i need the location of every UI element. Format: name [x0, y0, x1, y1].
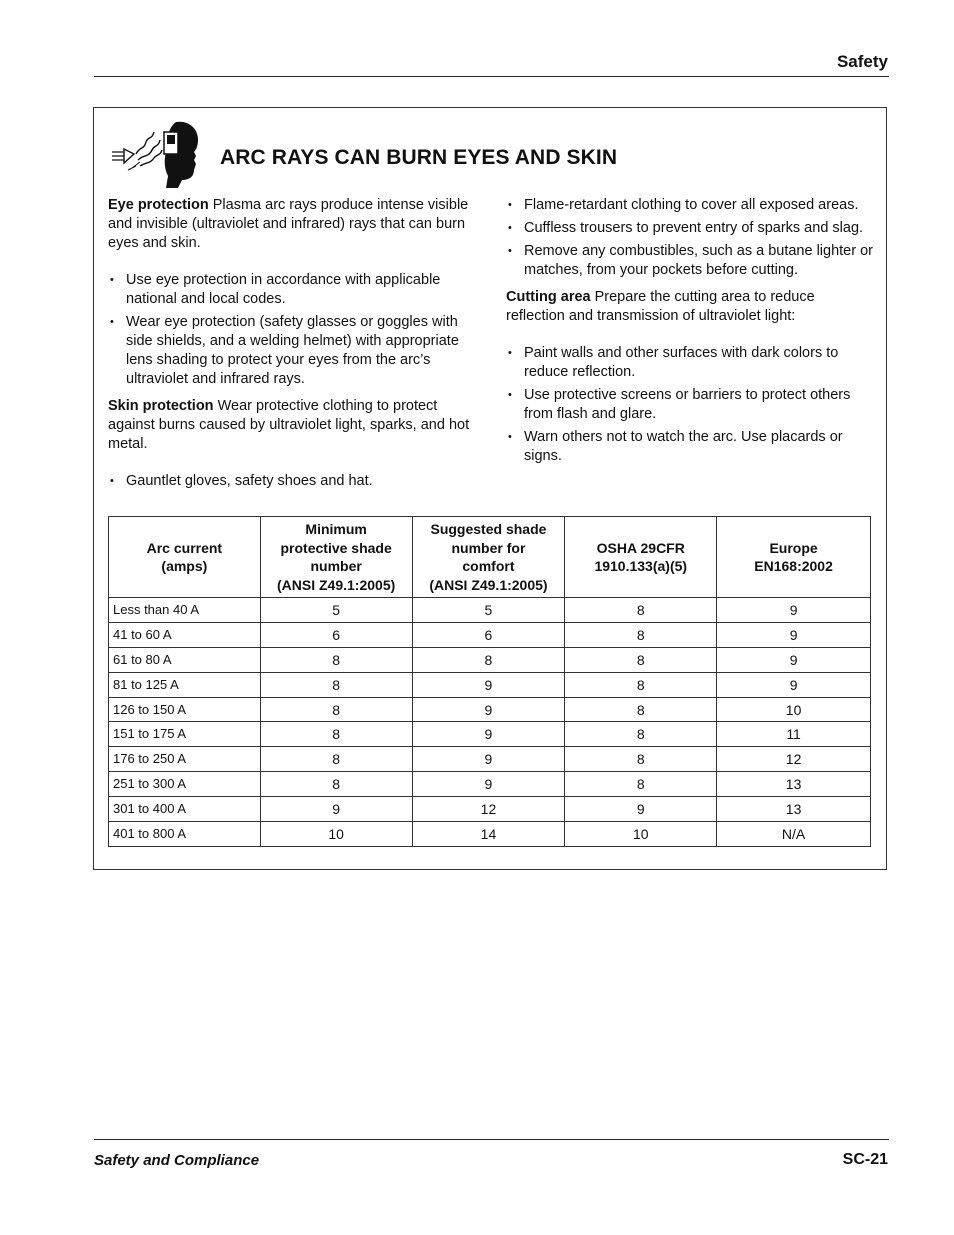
arc-current-cell: 251 to 300 A [109, 772, 261, 797]
eye-protection-text: Plasma arc rays produce intense visible and invisible (ultraviolet and infrared) rays that can burn eyes and skin. [108, 197, 469, 251]
shade-value-cell: 8 [565, 647, 717, 672]
header-rule [94, 76, 889, 77]
section-title: Safety [836, 52, 888, 71]
table-header-row [109, 517, 871, 598]
cutting-area-list [506, 344, 876, 466]
footer-doc-title: Safety and Compliance [94, 1152, 260, 1169]
shade-value-cell: 9 [260, 797, 412, 822]
shade-value-cell: 11 [717, 722, 871, 747]
list-item: • Flame-retardant clothing to cover all exposed areas. [506, 196, 876, 215]
column-header-line: number for [451, 539, 526, 556]
arc-current-cell: 61 to 80 A [109, 647, 261, 672]
shade-value-cell: 8 [260, 722, 412, 747]
eye-protection-lead: Eye protection [108, 197, 209, 213]
table-row [109, 797, 871, 822]
shade-value-cell: 14 [412, 822, 565, 847]
shade-value-cell: 8 [565, 722, 717, 747]
shade-value-cell: 8 [565, 598, 717, 623]
arc-current-cell: 401 to 800 A [109, 822, 261, 847]
column-header-line: Suggested shade [430, 521, 547, 537]
column-header-line: Minimum [305, 521, 367, 537]
column-header-line: (ANSI Z49.1:2005) [277, 576, 396, 593]
column-header-line: 1910.133(a)(5) [594, 558, 688, 574]
column-header-line: (ANSI Z49.1:2005) [429, 576, 548, 593]
shade-value-cell: 12 [412, 797, 565, 822]
table-row [109, 672, 871, 697]
shade-value-cell: 9 [412, 697, 565, 722]
arc-current-cell: 301 to 400 A [109, 797, 261, 822]
shade-value-cell: 9 [565, 797, 717, 822]
list-item: • Wear eye protection (safety glasses or goggles with side shields, and a welding helmet) with appropriate lens shading to protect your eyes from the arc’s ultraviolet and infrared rays. [108, 313, 478, 389]
column-header [412, 517, 565, 598]
shade-value-cell: 8 [260, 697, 412, 722]
table-row [109, 747, 871, 772]
column-header-line: Arc current [146, 539, 223, 556]
column-header [565, 517, 717, 598]
arc-current-cell: 151 to 175 A [109, 722, 261, 747]
shade-value-cell: 13 [717, 797, 871, 822]
eye-protection-list [108, 271, 478, 389]
shade-value-cell: 5 [412, 598, 565, 623]
shade-value-cell: 13 [717, 772, 871, 797]
shade-number-table [108, 516, 871, 847]
shade-value-cell: 8 [260, 672, 412, 697]
cutting-area-paragraph [506, 288, 876, 326]
shade-value-cell: 6 [412, 622, 565, 647]
arc-current-cell: 126 to 150 A [109, 697, 261, 722]
column-header-line: number [310, 558, 362, 574]
shade-value-cell: 10 [260, 822, 412, 847]
arc-current-cell: 81 to 125 A [109, 672, 261, 697]
table-body [109, 598, 871, 847]
shade-value-cell: 8 [260, 747, 412, 772]
column-header-line: comfort [462, 558, 515, 574]
shade-value-cell: 10 [717, 697, 871, 722]
column-header-line: EN168:2002 [754, 558, 833, 574]
footer-rule [94, 1139, 889, 1140]
shade-value-cell: 8 [565, 747, 717, 772]
list-item: • Gauntlet gloves, safety shoes and hat. [108, 472, 478, 491]
warning-title: ARC RAYS CAN BURN EYES AND SKIN [220, 146, 618, 169]
cutting-area-lead: Cutting area [506, 289, 591, 305]
shade-value-cell: 12 [717, 747, 871, 772]
table-row [109, 647, 871, 672]
left-column [108, 196, 478, 499]
list-item: • Remove any combustibles, such as a butane lighter or matches, from your pockets before cutting. [506, 242, 876, 280]
skin-protection-text: Wear protective clothing to protect against burns caused by ultraviolet light, sparks, and hot metal. [108, 398, 470, 452]
list-item: • Use protective screens or barriers to protect others from flash and glare. [506, 386, 876, 424]
shade-value-cell: 9 [717, 598, 871, 623]
column-header-line: (amps) [161, 558, 208, 574]
shade-value-cell: 9 [412, 672, 565, 697]
list-item: • Paint walls and other surfaces with dark colors to reduce reflection. [506, 344, 876, 382]
list-item: • Warn others not to watch the arc. Use placards or signs. [506, 428, 876, 466]
shade-value-cell: 8 [565, 772, 717, 797]
shade-value-cell: 10 [565, 822, 717, 847]
shade-value-cell: 5 [260, 598, 412, 623]
shade-value-cell: 8 [412, 647, 565, 672]
arc-current-cell: Less than 40 A [109, 598, 261, 623]
eye-protection-paragraph [108, 196, 478, 253]
shade-value-cell: 8 [565, 672, 717, 697]
column-header [109, 517, 261, 598]
shade-value-cell: 8 [260, 647, 412, 672]
list-item: • Use eye protection in accordance with applicable national and local codes. [108, 271, 478, 309]
shade-value-cell: 9 [717, 647, 871, 672]
table-row [109, 697, 871, 722]
shade-value-cell: 9 [717, 622, 871, 647]
shade-value-cell: 9 [412, 722, 565, 747]
cutting-area-text: Prepare the cutting area to reduce reflection and transmission of ultraviolet light: [506, 289, 815, 324]
table-row [109, 822, 871, 847]
clothing-list [506, 196, 876, 280]
column-header-line: Europe [769, 539, 818, 556]
warning-box [93, 107, 887, 870]
shade-value-cell: 9 [412, 772, 565, 797]
skin-protection-lead: Skin protection [108, 398, 214, 414]
shade-value-cell: N/A [717, 822, 871, 847]
shade-value-cell: 9 [412, 747, 565, 772]
column-header-line: OSHA 29CFR [596, 539, 685, 556]
skin-protection-list [108, 472, 478, 491]
list-item: • Cuffless trousers to prevent entry of sparks and slag. [506, 219, 876, 238]
table-row [109, 598, 871, 623]
shade-value-cell: 8 [260, 772, 412, 797]
table-row [109, 772, 871, 797]
welding-helmet-arc-icon [110, 116, 202, 188]
page-number: SC-21 [842, 1151, 888, 1168]
table-row [109, 722, 871, 747]
skin-protection-paragraph [108, 397, 478, 454]
arc-current-cell: 41 to 60 A [109, 622, 261, 647]
column-header-line: protective shade [280, 539, 392, 556]
shade-value-cell: 8 [565, 697, 717, 722]
right-column [506, 196, 876, 474]
table-row [109, 622, 871, 647]
column-header [717, 517, 871, 598]
column-header [260, 517, 412, 598]
shade-value-cell: 8 [565, 622, 717, 647]
shade-value-cell: 6 [260, 622, 412, 647]
arc-current-cell: 176 to 250 A [109, 747, 261, 772]
shade-value-cell: 9 [717, 672, 871, 697]
